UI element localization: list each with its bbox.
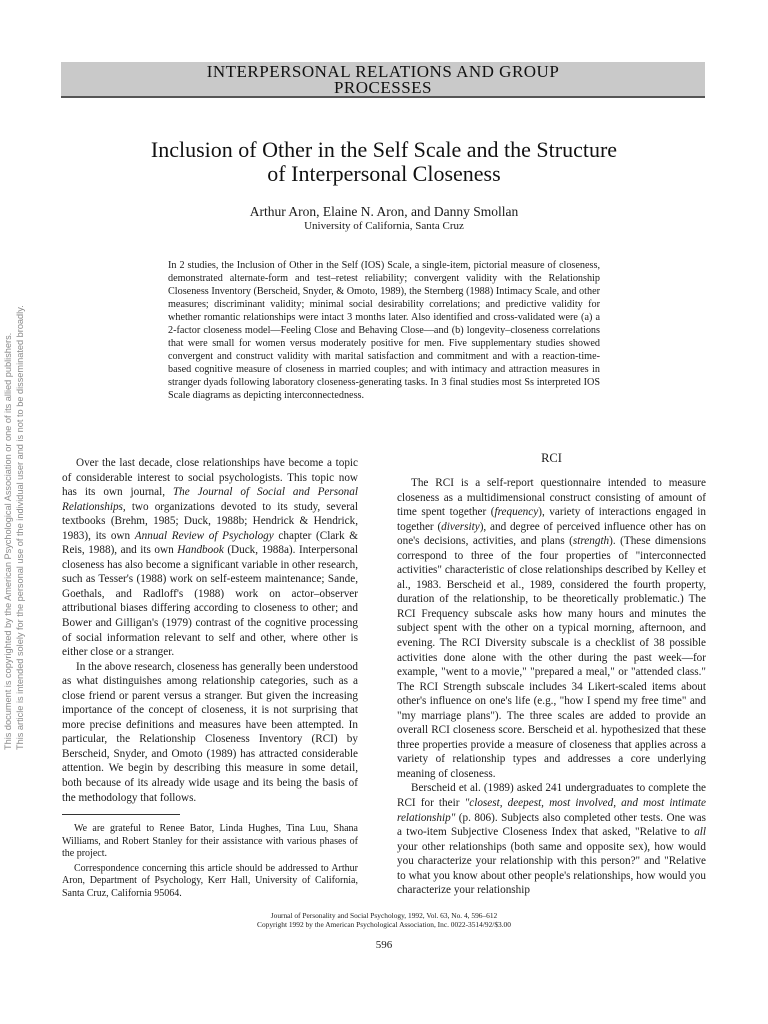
article-title <box>110 138 658 186</box>
section-heading-rci: RCI <box>541 451 562 465</box>
journal-info-line-1: Journal of Personality and Social Psychology, 1992, Vol. 63, No. 4, 596–612 <box>270 911 498 920</box>
footnote-correspondence: Correspondence concerning this article should be addressed to Arthur Aron, Department of Psychology, Kerr Hall, University of California, Santa Cruz, California 95064. <box>62 862 358 899</box>
footnote-rule <box>62 814 180 815</box>
section-header-band <box>61 62 705 98</box>
article-abstract <box>168 259 600 403</box>
section-header-line-2: PROCESSES <box>333 78 433 97</box>
article-affiliation: University of California, Santa Cruz <box>304 220 464 232</box>
side-notice-line-1: This document is copyrighted by the American Psychological Association or one of its allied publishers. <box>3 332 13 750</box>
right-column <box>397 476 706 898</box>
intro-paragraph-2: In the above research, closeness has generally been understood as what distinguishes among relationship categories, such as a close friend or parent versus a stranger. But given the increasing importance of the concept of closeness, it is not surprising that more precise definitions and measures have been attempted. In particular, the Relationship Closeness Inventory (RCI) by Berscheid, Snyder, and Omoto (1989) has attracted considerable attention. We begin by describing this measure in some detail, both because of its already wide usage and its being the basis of the methodology that follows. <box>62 660 358 804</box>
article-title-line-2: of Interpersonal Closeness <box>267 161 501 186</box>
footnotes <box>62 823 358 903</box>
left-column <box>62 456 358 805</box>
section-header-line-1: INTERPERSONAL RELATIONS AND GROUP <box>206 62 560 81</box>
article-authors: Arthur Aron, Elaine N. Aron, and Danny Smollan <box>249 204 519 219</box>
copyright-side-notice <box>2 290 32 750</box>
rci-paragraph-1: The RCI is a self-report questionnaire intended to measure closeness as a multidimensional construct consisting of amount of time spent together (frequency), variety of interactions engaged in together (diversity), and degree of perceived influence other has on one's decisions, activities, and plans (strength). (These dimensions correspond to three of the four properties of "interconnected activities" characteristic of close relationships described by Kelley et al., 1983. Berscheid et al., 1989, considered the fourth property, duration of the relationship, to be theoretically problematic.) The RCI Frequency subscale asks how many hours and minutes the subject spent with the other on a typical morning, afternoon, and evening. The RCI Diversity subscale is a checklist of 38 possible activities done alone with the other during the past week—for example, "went to a movie," "prepared a meal," or "attended class." The RCI Strength subscale includes 34 Likert-scaled items about other's influence on one's life (e.g., "how I spend my free time" and "my marriage plans"). The three scales are added to provide an overall RCI closeness score. Berscheid et al. hypothesized that these three properties provide a measure of closeness that applies across a variety of relationship types and addresses a core underlying meaning of closeness. <box>397 477 706 780</box>
side-notice-line-2: This article is intended solely for the personal use of the individual user and is not to be disseminated broadly. <box>15 305 25 750</box>
rci-paragraph-2: Berscheid et al. (1989) asked 241 undergraduates to complete the RCI for their "closest, deepest, most involved, and most intimate relationship" (p. 806). Subjects also completed other tests. One was a two-item Subjective Closeness Index that asked, "Relative to all your other relationships (both same and opposite sex), how would you characterize your relationship with this person?" and "Relative to what you know about other people's relationships, how would you characterize your relationship <box>397 782 706 897</box>
footnote-acknowledgment: We are grateful to Renee Bator, Linda Hughes, Tina Luu, Shana Williams, and Robert Stanley for their assistance with various phases of the project. <box>62 823 358 860</box>
journal-citation-info <box>200 912 568 929</box>
page-number: 596 <box>375 939 393 951</box>
intro-paragraph-1: Over the last decade, close relationships have become a topic of considerable interest to social psychologists. This topic now has its own journal, The Journal of Social and Personal Relationships, two organizations devoted to its study, several textbooks (Brehm, 1985; Duck, 1988b; Hendrick & Hendrick, 1983), its own Annual Review of Psychology chapter (Clark & Reis, 1988), and its own Handbook (Duck, 1988a). Interpersonal closeness has also become a significant variable in other research, such as Tesser's (1988) work on self-esteem maintenance; Sande, Goethals, and Radloff's (1988) work on actor–observer attributional biases differing according to closeness to other; and Bower and Gilligan's (1979) contrast of the cognitive processing of social information relevant to self and other, where other is either close or a stranger. <box>62 457 359 659</box>
journal-info-line-2: Copyright 1992 by the American Psychological Association, Inc. 0022-3514/92/$3.00 <box>257 919 511 929</box>
abstract-text: In 2 studies, the Inclusion of Other in the Self (IOS) Scale, a single-item, pictorial measure of closeness, demonstrated alternate-form and test–retest reliability; convergent validity with the Relationship Closeness Inventory (Berscheid, Snyder, & Omoto, 1989), the Sternberg (1988) Intimacy Scale, and other measures; discriminant validity; minimal social desirability correlations; and predictive validity for whether romantic relationships were intact 3 months later. Also identified and cross-validated were (a) a 2-factor closeness model—Feeling Close and Behaving Close—and (b) longevity–closeness correlations that were small for women versus moderately positive for men. Five supplementary studies showed convergent and construct validity with marital satisfaction and commitment and with a reaction-time-based cognitive measure of closeness in married couples; and with intimacy and attraction measures in stranger dyads following laboratory closeness-generating tasks. In 3 final studies most Ss interpreted IOS Scale diagrams as depicting interconnectedness. <box>168 260 600 402</box>
article-title-line-1: Inclusion of Other in the Self Scale and the Structure <box>150 137 618 162</box>
